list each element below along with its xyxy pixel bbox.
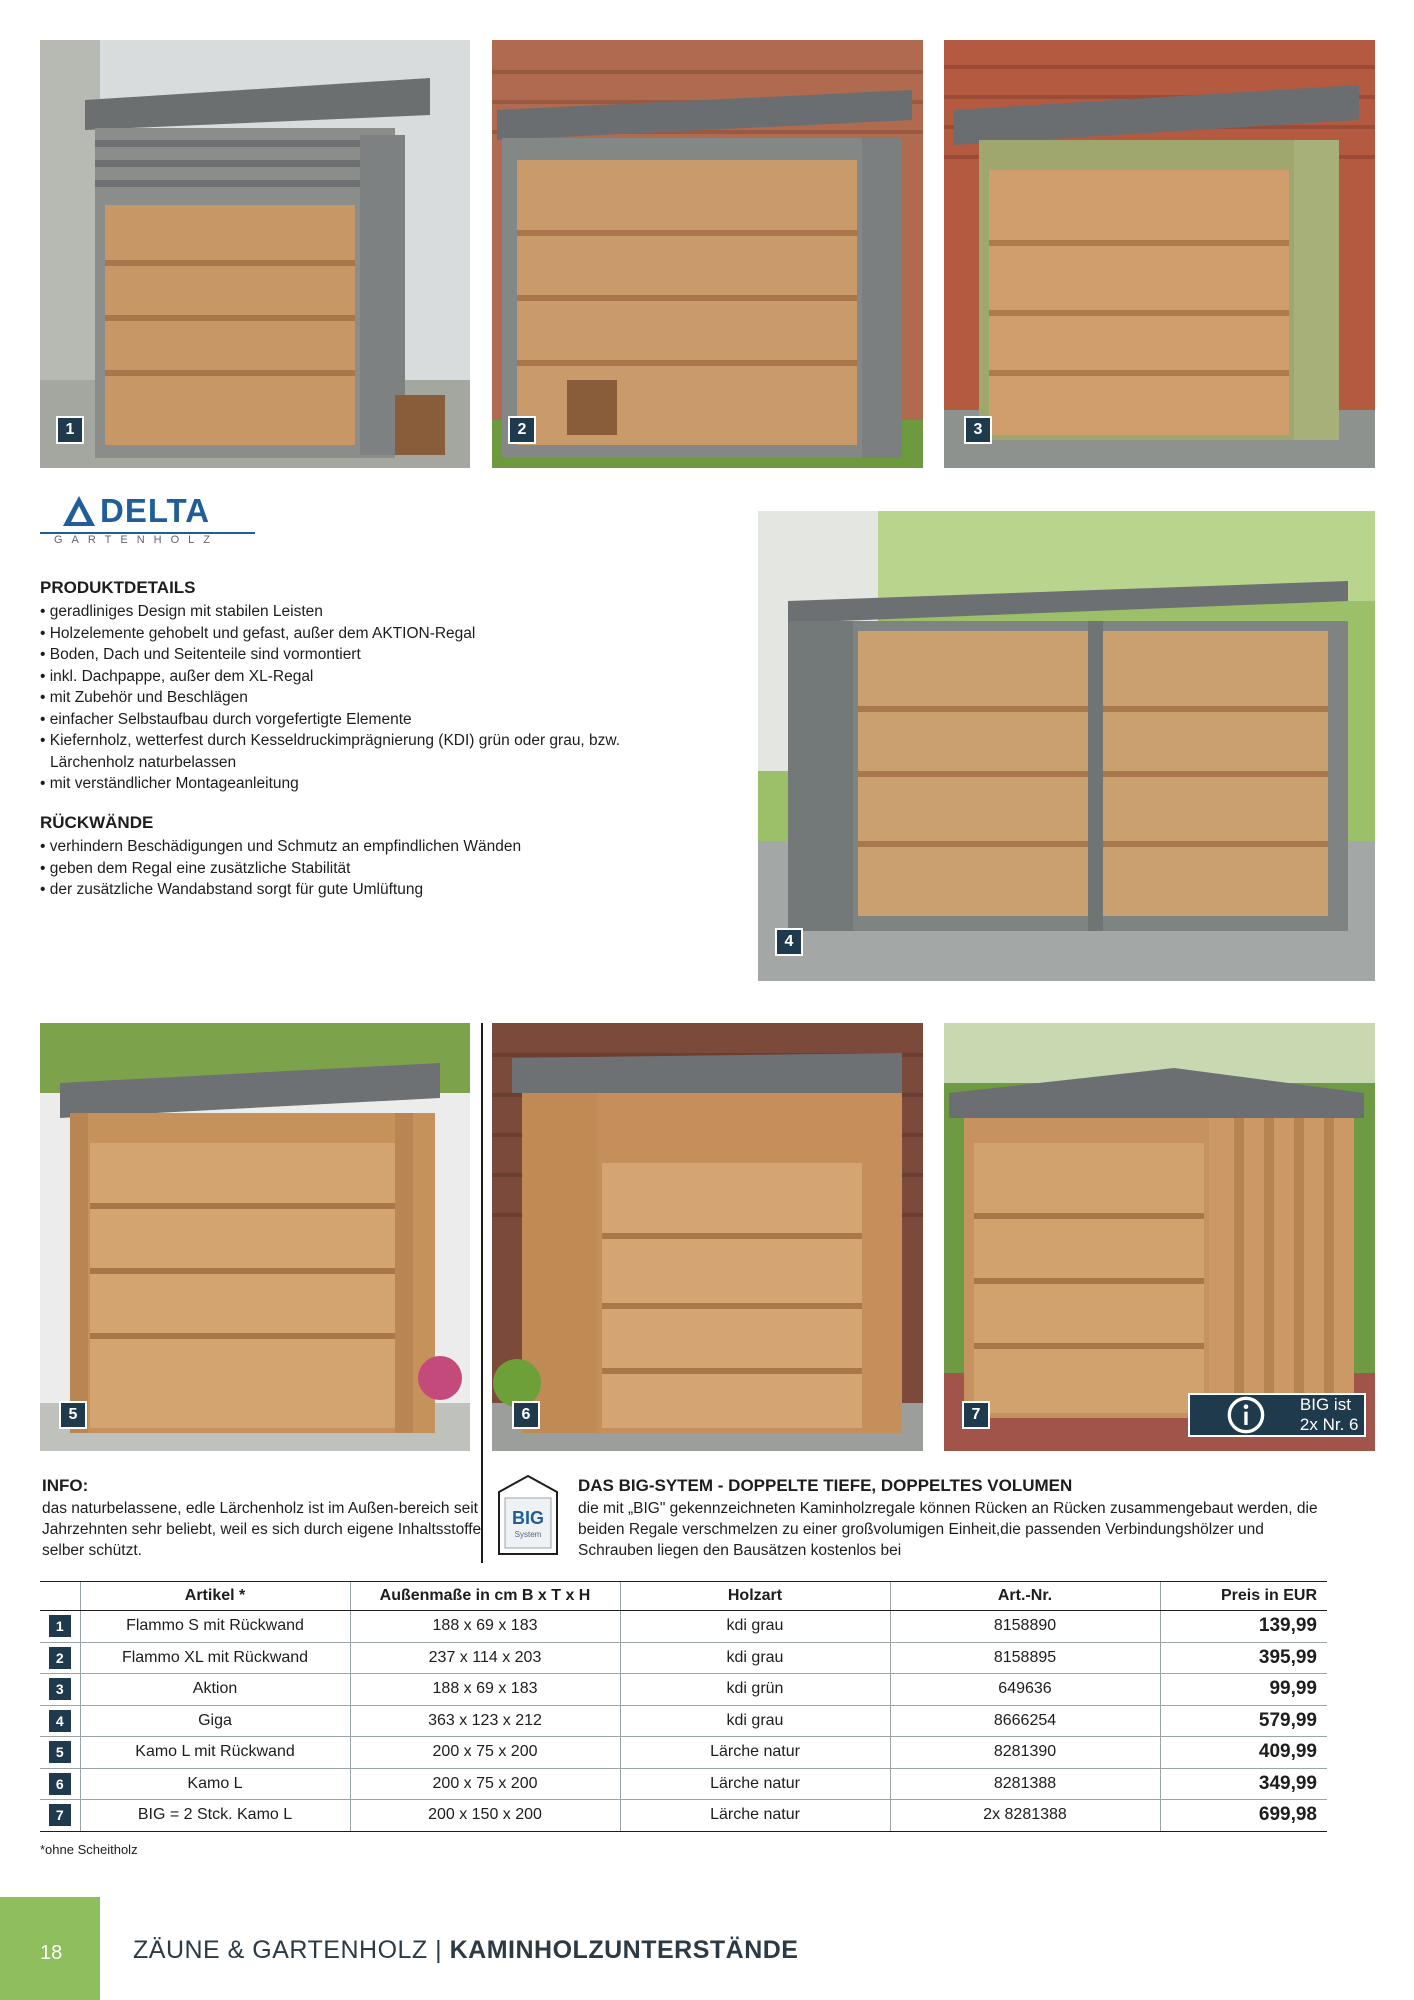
product-photo-1	[40, 40, 470, 468]
photo-divider	[481, 1023, 483, 1563]
cell-artikel: Aktion	[80, 1674, 350, 1706]
cell-masse: 363 x 123 x 212	[350, 1705, 620, 1737]
table-header-masse: Außenmaße in cm B x T x H	[350, 1582, 620, 1611]
cell-artikel: Flammo S mit Rückwand	[80, 1611, 350, 1643]
cell-artikel: BIG = 2 Stck. Kamo L	[80, 1800, 350, 1832]
list-item: • mit Zubehör und Beschlägen	[40, 687, 680, 709]
row-number: 1	[40, 1611, 80, 1643]
row-number: 3	[40, 1674, 80, 1706]
list-item: • Holzelemente gehobelt und gefast, außer dem AKTION-Regal	[40, 623, 680, 645]
cell-artnr: 8158890	[890, 1611, 1160, 1643]
big-overlay-badge	[1188, 1393, 1366, 1437]
cell-masse: 237 x 114 x 203	[350, 1642, 620, 1674]
list-item: • einfacher Selbstaufbau durch vorgefertigte Elemente	[40, 709, 680, 731]
product-table	[40, 1581, 1327, 1832]
table-header-row	[40, 1582, 1327, 1611]
cell-preis: 579,99	[1160, 1705, 1327, 1737]
table-row	[40, 1705, 1327, 1737]
cell-masse: 188 x 69 x 183	[350, 1611, 620, 1643]
photo-number-badge: 2	[508, 416, 536, 444]
list-item: • Boden, Dach und Seitenteile sind vormontiert	[40, 644, 680, 666]
row-number: 5	[40, 1737, 80, 1769]
photo-number-badge: 7	[962, 1401, 990, 1429]
cell-artnr: 8281388	[890, 1768, 1160, 1800]
table-row	[40, 1768, 1327, 1800]
footer-title	[133, 1936, 798, 1965]
cell-holzart: kdi grau	[620, 1705, 890, 1737]
big-icon-sublabel: System	[514, 1530, 542, 1539]
cell-holzart: kdi grau	[620, 1642, 890, 1674]
cell-holzart: kdi grün	[620, 1674, 890, 1706]
cell-masse: 200 x 150 x 200	[350, 1800, 620, 1832]
cell-preis: 409,99	[1160, 1737, 1327, 1769]
table-row	[40, 1611, 1327, 1643]
cell-preis: 699,98	[1160, 1800, 1327, 1832]
product-photo-2	[492, 40, 923, 468]
table-header-num	[40, 1582, 80, 1611]
cell-artikel: Kamo L	[80, 1768, 350, 1800]
row-number: 7	[40, 1800, 80, 1832]
rueckwaende-title: RÜCKWÄNDE	[40, 813, 154, 832]
cell-artnr: 649636	[890, 1674, 1160, 1706]
cell-artikel: Flammo XL mit Rückwand	[80, 1642, 350, 1674]
big-system-text: die mit „BIG" gekennzeichneten Kaminholzregale können Rücken an Rücken zusammengebaut werden, die beiden Regale verschmelzen zu einer großvolumigen Einheit,die passenden Verbindungshölzer und Schrauben liegen den Bausätzen kostenlos bei	[578, 1500, 1318, 1559]
delta-logo	[40, 492, 255, 550]
footer-separator: |	[435, 1936, 443, 1964]
info-text: das naturbelassene, edle Lärchenholz ist im Außen-bereich seit Jahrzehnten sehr beliebt, weil es sich durch eigene Inhaltsstoffe selber schützt.	[42, 1500, 482, 1559]
table-row	[40, 1737, 1327, 1769]
table-row	[40, 1674, 1327, 1706]
photo-number-badge: 6	[512, 1401, 540, 1429]
product-photo-5	[40, 1023, 470, 1451]
cell-preis: 395,99	[1160, 1642, 1327, 1674]
list-item: • der zusätzliche Wandabstand sorgt für gute Umlüftung	[40, 879, 680, 901]
row-number: 2	[40, 1642, 80, 1674]
cell-artnr: 8281390	[890, 1737, 1160, 1769]
photo-number-badge: 5	[59, 1401, 87, 1429]
product-details-title: PRODUKTDETAILS	[40, 578, 196, 597]
page-number: 18	[40, 1942, 63, 1964]
photo-number-badge: 4	[775, 928, 803, 956]
cell-holzart: Lärche natur	[620, 1800, 890, 1832]
cell-artnr: 8158895	[890, 1642, 1160, 1674]
photo-number-badge: 1	[56, 416, 84, 444]
product-details-list	[40, 601, 680, 795]
cell-masse: 188 x 69 x 183	[350, 1674, 620, 1706]
product-photo-4	[758, 511, 1375, 981]
logo-subtitle: GARTENHOLZ	[54, 534, 219, 546]
cell-preis: 139,99	[1160, 1611, 1327, 1643]
cell-artnr: 8666254	[890, 1705, 1160, 1737]
info-icon	[1200, 1395, 1292, 1435]
list-item: • Kiefernholz, wetterfest durch Kesseldruckimprägnierung (KDI) grün oder grau, bzw. Lärchenholz naturbelassen	[40, 730, 680, 773]
info-title: INFO:	[42, 1476, 89, 1495]
product-photo-7	[944, 1023, 1375, 1451]
cell-artikel: Giga	[80, 1705, 350, 1737]
cell-holzart: Lärche natur	[620, 1768, 890, 1800]
list-item: • inkl. Dachpappe, außer dem XL-Regal	[40, 666, 680, 688]
table-footnote: *ohne Scheitholz	[40, 1842, 138, 1857]
list-item: • geradliniges Design mit stabilen Leisten	[40, 601, 680, 623]
table-header-artnr: Art.-Nr.	[890, 1582, 1160, 1611]
cell-preis: 349,99	[1160, 1768, 1327, 1800]
row-number: 4	[40, 1705, 80, 1737]
logo-name: DELTA	[100, 492, 211, 529]
cell-masse: 200 x 75 x 200	[350, 1768, 620, 1800]
table-row	[40, 1800, 1327, 1832]
cell-artikel: Kamo L mit Rückwand	[80, 1737, 350, 1769]
table-row	[40, 1642, 1327, 1674]
footer-section: KAMINHOLZUNTERSTÄNDE	[449, 1936, 799, 1964]
list-item: • geben dem Regal eine zusätzliche Stabilität	[40, 858, 680, 880]
photo-number-badge: 3	[964, 416, 992, 444]
list-item: • mit verständlicher Montageanleitung	[40, 773, 680, 795]
table-header-holzart: Holzart	[620, 1582, 890, 1611]
cell-holzart: kdi grau	[620, 1611, 890, 1643]
rueckwaende-list	[40, 836, 680, 901]
list-item: • verhindern Beschädigungen und Schmutz an empfindlichen Wänden	[40, 836, 680, 858]
product-photo-6	[492, 1023, 923, 1451]
big-icon-label: BIG	[511, 1508, 544, 1528]
big-system-icon	[495, 1474, 561, 1556]
delta-triangle-icon	[62, 494, 96, 528]
row-number: 6	[40, 1768, 80, 1800]
cell-holzart: Lärche natur	[620, 1737, 890, 1769]
big-system-title: DAS BIG-SYTEM - DOPPELTE TIEFE, DOPPELTES VOLUMEN	[578, 1476, 1073, 1495]
cell-artnr: 2x 8281388	[890, 1800, 1160, 1832]
cell-masse: 200 x 75 x 200	[350, 1737, 620, 1769]
big-overlay-label: BIG ist 2x Nr. 6	[1299, 1395, 1359, 1434]
product-photo-3	[944, 40, 1375, 468]
table-header-artikel: Artikel *	[80, 1582, 350, 1611]
table-header-preis: Preis in EUR	[1160, 1582, 1327, 1611]
cell-preis: 99,99	[1160, 1674, 1327, 1706]
footer-category: ZÄUNE & GARTENHOLZ	[133, 1936, 428, 1964]
